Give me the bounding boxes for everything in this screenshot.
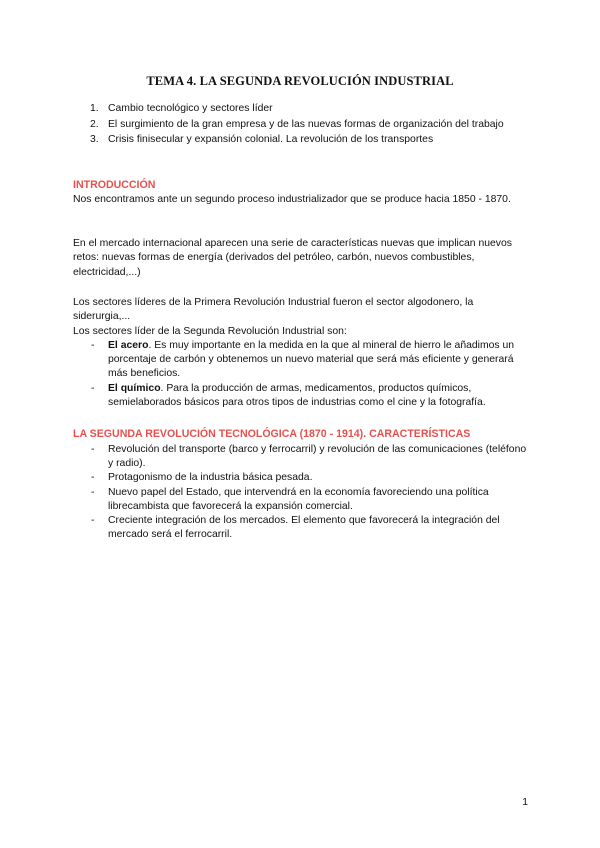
list-item	[73, 514, 528, 542]
section-heading-introduccion: INTRODUCCIÓN	[73, 179, 156, 191]
bullet-dash: -	[91, 444, 95, 455]
list-item-text: Revolución del transporte (barco y ferrocarril) y revolución de las comunicaciones (teléfono y radio).	[108, 444, 527, 470]
list-item-text: . Es muy importante en la medida en la que al mineral de hierro le añadimos un porcentaje de carbón y obtenemos un nuevo material que será más eficiente y generará más beneficios.	[108, 340, 515, 380]
section-heading-segunda-revolucion: LA SEGUNDA REVOLUCIÓN TECNOLÓGICA (1870 - 1914). CARACTERÍSTICAS	[73, 428, 471, 440]
paragraph: Los sectores líder de la Segunda Revolución Industrial son:	[73, 326, 347, 337]
toc-number: 2.	[90, 118, 99, 130]
page-number: 1	[522, 797, 528, 808]
bullet-dash: -	[91, 486, 95, 498]
paragraph: Los sectores líderes de la Primera Revolución Industrial fueron el sector algodonero, la siderurgia,...	[73, 297, 474, 323]
bullet-dash: -	[91, 472, 95, 484]
list-item-text: Protagonismo de la industria básica pesada.	[108, 472, 313, 484]
toc-item	[90, 118, 510, 133]
list-item	[73, 486, 528, 514]
bold-term: El acero	[108, 340, 149, 351]
bold-term: El químico	[108, 382, 161, 394]
page-title: TEMA 4. LA SEGUNDA REVOLUCIÓN INDUSTRIAL	[146, 74, 454, 88]
toc-text: Crisis finisecular y expansión colonial. La revolución de los transportes	[108, 134, 434, 146]
paragraph: En el mercado internacional aparecen una serie de características nuevas que implican nuevos retos: nuevas formas de energía (derivados del petróleo, carbón, nuevos combustibles, electricidad,...)	[73, 238, 512, 278]
characteristics-list	[73, 443, 528, 542]
bullet-dash: -	[91, 382, 95, 394]
sector-list	[73, 339, 528, 410]
toc-item	[90, 133, 510, 148]
list-item-text: Nuevo papel del Estado, que intervendrá en la economía favoreciendo una política librecambista que favorecerá la expansión comercial.	[108, 486, 489, 512]
list-item	[73, 471, 528, 485]
bullet-dash: -	[91, 515, 95, 527]
list-item	[73, 382, 528, 410]
list-item	[73, 339, 528, 382]
toc-item	[90, 102, 510, 117]
list-item-text: . Para la producción de armas, medicamentos, productos químicos, semielaborados básicos para otros tipos de industrias como el cine y la fotografía.	[108, 382, 486, 408]
toc-text: El surgimiento de la gran empresa y de las nuevas formas de organización del trabajo	[108, 118, 504, 130]
list-item	[73, 443, 528, 471]
toc-text: Cambio tecnológico y sectores líder	[108, 103, 273, 114]
toc-number: 3.	[90, 134, 99, 146]
paragraph: Nos encontramos ante un segundo proceso industrializador que se produce hacia 1850 - 1870.	[73, 194, 511, 205]
bullet-dash: -	[91, 340, 95, 351]
toc-number: 1.	[90, 103, 99, 114]
list-item-text: Creciente integración de los mercados. El elemento que favorecerá la integración del mercado será el ferrocarril.	[108, 515, 500, 541]
table-of-contents	[90, 102, 510, 149]
